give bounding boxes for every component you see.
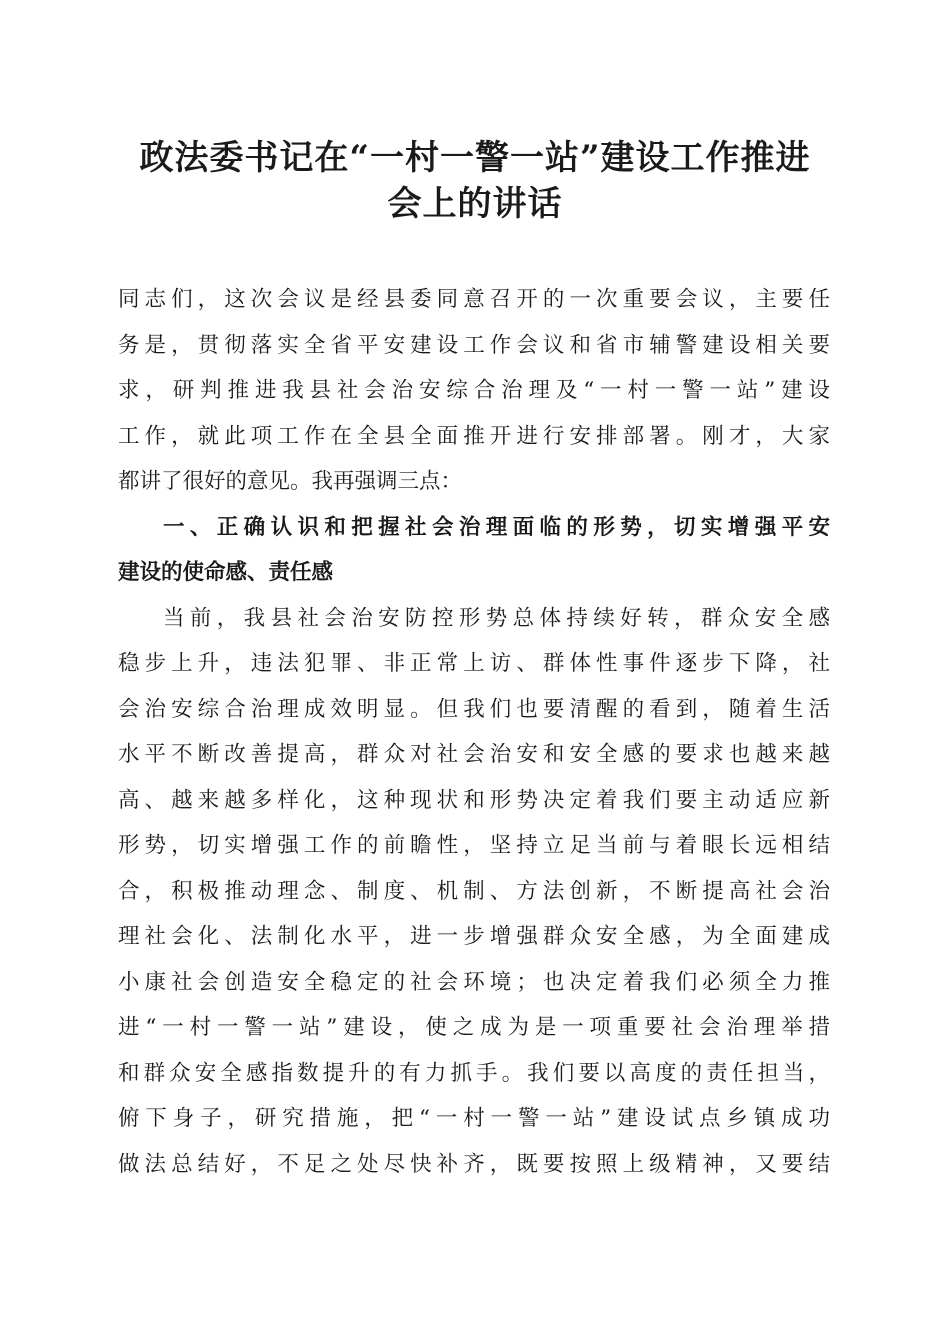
title-line-2: 会上的讲话 bbox=[387, 184, 563, 224]
text-line: 工作，就此项工作在全县全面推开进行安排部署。刚才，大家 bbox=[118, 423, 830, 449]
title-line-1: 政法委书记在“一村一警一站”建设工作推进 bbox=[139, 138, 811, 178]
text-line: 会治安综合治理成效明显。但我们也要清醒的看到，随着生活 bbox=[118, 696, 830, 722]
text-line: 进“一村一警一站”建设，使之成为是一项重要社会治理举措 bbox=[118, 1015, 830, 1040]
text-line: 和群众安全感指数提升的有力抓手。我们要以高度的责任担当， bbox=[118, 1060, 830, 1086]
document-body bbox=[118, 277, 830, 1187]
text-line: 同志们，这次会议是经县委同意召开的一次重要会议，主要任 bbox=[118, 287, 830, 312]
document-title bbox=[100, 135, 850, 227]
text-line: 小康社会创造安全稳定的社会环境；也决定着我们必须全力推 bbox=[118, 969, 830, 995]
text-line: 都讲了很好的意见。我再强调三点： bbox=[118, 469, 463, 494]
text-line: 水平不断改善提高，群众对社会治安和安全感的要求也越来越 bbox=[118, 742, 830, 767]
text-line: 稳步上升，违法犯罪、非正常上访、群体性事件逐步下降，社 bbox=[118, 651, 830, 676]
intro-paragraph bbox=[118, 277, 830, 505]
section-paragraph bbox=[118, 596, 830, 1188]
heading-line: 建设的使命感、责任感 bbox=[118, 560, 334, 585]
text-line: 俯下身子，研究措施，把“一村一警一站”建设试点乡镇成功 bbox=[118, 1106, 830, 1131]
text-line: 求，研判推进我县社会治安综合治理及“一村一警一站”建设 bbox=[118, 378, 830, 403]
heading-line: 一、正确认识和把握社会治理面临的形势，切实增强平安 bbox=[163, 514, 830, 540]
text-line: 理社会化、法制化水平，进一步增强群众安全感，为全面建成 bbox=[118, 924, 830, 949]
text-line: 当前，我县社会治安防控形势总体持续好转，群众安全感 bbox=[163, 605, 830, 631]
text-line: 高、越来越多样化，这种现状和形势决定着我们要主动适应新 bbox=[118, 787, 830, 813]
text-line: 合，积极推动理念、制度、机制、方法创新，不断提高社会治 bbox=[118, 878, 830, 904]
text-line: 务是，贯彻落实全省平安建设工作会议和省市辅警建设相关要 bbox=[118, 332, 830, 358]
section-heading bbox=[118, 505, 830, 596]
text-line: 做法总结好，不足之处尽快补齐，既要按照上级精神，又要结 bbox=[118, 1151, 830, 1177]
text-line: 形势，切实增强工作的前瞻性，坚持立足当前与着眼长远相结 bbox=[118, 833, 830, 858]
